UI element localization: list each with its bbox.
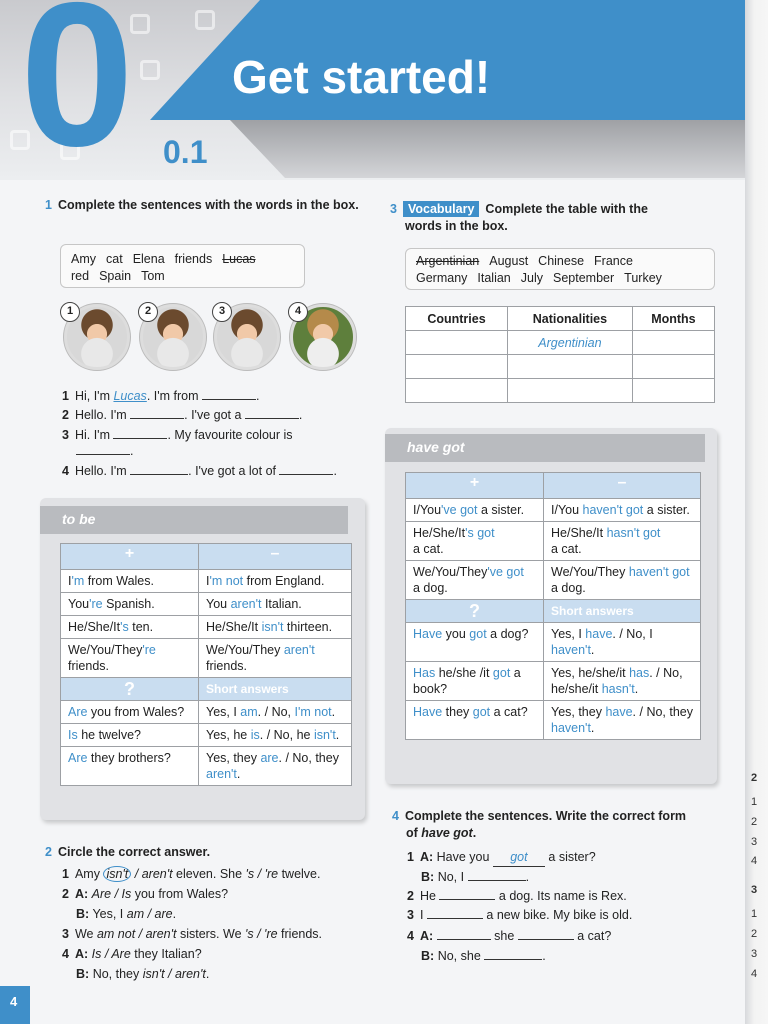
- exercise-4-item: B: No, I .: [421, 870, 530, 884]
- vocabulary-tag: Vocabulary: [403, 201, 479, 217]
- table-row: He/She/It's ten. He/She/It isn't thirteen.: [61, 616, 352, 639]
- exercise-2-item: B: Yes, I am / are.: [76, 907, 177, 921]
- answer-blank[interactable]: [468, 869, 526, 881]
- table-cell[interactable]: [632, 379, 714, 403]
- table-row: You're Spanish. You aren't Italian.: [61, 593, 352, 616]
- exercise-4-item: 3 I a new bike. My bike is old.: [407, 908, 633, 922]
- exercise-2-item: 4 A: Is / Are they Italian?: [62, 947, 202, 961]
- answer-blank[interactable]: [245, 407, 299, 419]
- decorative-square-icon: [140, 60, 160, 80]
- table-row: I'm from Wales. I'm not from England.: [61, 570, 352, 593]
- table-row: [406, 379, 715, 403]
- exercise-1-instruction: 1 Complete the sentences with the words in the box.: [45, 198, 359, 212]
- plus-header: +: [406, 473, 544, 499]
- photo-badge: 3: [212, 302, 232, 322]
- exercise-2-item: B: No, they isn't / aren't.: [76, 967, 210, 981]
- exercise-4-item: 2 He a dog. Its name is Rex.: [407, 889, 627, 903]
- word: August: [489, 254, 529, 268]
- word: Spain: [99, 269, 132, 283]
- table-row: [406, 355, 715, 379]
- exercise-4-item: 1 A: Have you got a sister?: [407, 849, 596, 867]
- lesson-number: 0.1: [163, 134, 208, 170]
- example-cell: Argentinian: [508, 331, 633, 355]
- answer-blank[interactable]: [518, 928, 574, 940]
- question-header: ?: [406, 600, 544, 623]
- word: September: [553, 271, 615, 285]
- word: Chinese: [538, 254, 585, 268]
- exercise-2-item: 2 A: Are / Is you from Wales?: [62, 887, 229, 901]
- answer-blank[interactable]: [427, 907, 483, 919]
- to-be-table: [60, 543, 352, 786]
- column-header: Countries: [406, 307, 508, 331]
- word: Tom: [141, 269, 165, 283]
- table-row: [406, 331, 715, 355]
- circled-answer: isn't: [103, 866, 131, 882]
- table-row: Is he twelve? Yes, he is. / No, he isn't.: [61, 724, 352, 747]
- word: France: [594, 254, 633, 268]
- grammar-box-to-be: [40, 498, 365, 820]
- table-row: He/She/It's got a cat. He/She/It hasn't got a cat.: [406, 522, 701, 561]
- unit-number: 0: [20, 0, 135, 189]
- word: Italian: [477, 271, 511, 285]
- table-row: Has he/she /it got a book? Yes, he/she/it has. / No, he/she/it hasn't.: [406, 662, 701, 701]
- exercise-2-item: 3 We am not / aren't sisters. We 's / 're friends.: [62, 927, 323, 941]
- exercise-3-word-box: [405, 248, 715, 290]
- have-got-table: [405, 472, 701, 740]
- word: Turkey: [624, 271, 662, 285]
- exercise-1-item: 1 Hi, I'm Lucas. I'm from .: [62, 389, 260, 403]
- short-answers-header: Short answers: [199, 678, 352, 701]
- page-number: 4: [0, 986, 30, 1024]
- table-row: We/You/They're friends. We/You/They aren't friends.: [61, 639, 352, 678]
- word-struck: Lucas: [222, 252, 256, 266]
- answer-blank[interactable]: [130, 407, 184, 419]
- answer-blank[interactable]: [113, 427, 167, 439]
- photo-badge: 1: [60, 302, 80, 322]
- exercise-1-item-cont: .: [76, 443, 133, 460]
- minus-header: –: [199, 544, 352, 570]
- next-page-edge: 2 1 2 3 4 3 1 2 3 4: [745, 0, 768, 1024]
- table-row: We/You/They've got a dog. We/You/They haven't got a dog.: [406, 561, 701, 600]
- answer-blank[interactable]: [202, 388, 256, 400]
- answer-blank[interactable]: [76, 443, 130, 455]
- exercise-1-item: 3 Hi. I'm . My favourite colour is: [62, 428, 293, 442]
- table-row: Have you got a dog? Yes, I have. / No, I haven't.: [406, 623, 701, 662]
- word: July: [520, 271, 543, 285]
- grammar-box-have-got: [385, 428, 717, 784]
- table-cell[interactable]: [632, 355, 714, 379]
- header-stripe: [230, 120, 745, 178]
- example-answer: Lucas: [113, 389, 147, 403]
- table-cell[interactable]: [632, 331, 714, 355]
- table-cell[interactable]: [508, 379, 633, 403]
- photo-badge: 4: [288, 302, 308, 322]
- exercise-3-instruction: 3 Vocabulary Complete the table with the words in the box.: [390, 202, 648, 233]
- photo-badge: 2: [138, 302, 158, 322]
- table-row: Are they brothers? Yes, they are. / No, they aren't.: [61, 747, 352, 786]
- grammar-box-title: have got: [385, 434, 705, 462]
- table-row: Have they got a cat? Yes, they have. / No, they haven't.: [406, 701, 701, 740]
- word: cat: [106, 252, 123, 266]
- table-row: Are you from Wales? Yes, I am. / No, I'm not.: [61, 701, 352, 724]
- table-cell[interactable]: [406, 331, 508, 355]
- answer-blank[interactable]: [437, 928, 491, 940]
- answer-blank[interactable]: [130, 463, 188, 475]
- column-header: Nationalities: [508, 307, 633, 331]
- exercise-2-instruction: 2 Circle the correct answer.: [45, 845, 211, 859]
- plus-header: +: [61, 544, 199, 570]
- answer-blank[interactable]: [439, 888, 495, 900]
- word: Germany: [416, 271, 468, 285]
- question-header: ?: [61, 678, 199, 701]
- page-title: Get started!: [232, 51, 491, 103]
- table-cell[interactable]: [406, 355, 508, 379]
- vocabulary-table: [405, 306, 715, 403]
- exercise-4-instruction: 4 Complete the sentences. Write the correct form of have got.: [392, 809, 687, 840]
- column-header: Months: [632, 307, 714, 331]
- word: Elena: [132, 252, 165, 266]
- exercise-1-item: 4 Hello. I'm . I've got a lot of .: [62, 464, 337, 478]
- word-struck: Argentinian: [416, 254, 480, 268]
- grammar-box-title: to be: [40, 506, 348, 534]
- answer-blank[interactable]: [279, 463, 333, 475]
- example-answer: got: [493, 849, 545, 867]
- table-cell[interactable]: [508, 355, 633, 379]
- table-row: I/You've got a sister. I/You haven't got a sister.: [406, 499, 701, 522]
- word: friends: [174, 252, 213, 266]
- minus-header: –: [544, 473, 701, 499]
- exercise-2-item: 1 Amy isn't / aren't eleven. She 's / 're twelve.: [62, 867, 321, 881]
- exercise-4-item: 4 A: she a cat?: [407, 929, 612, 943]
- exercise-4-item: B: No, she .: [421, 949, 546, 963]
- decorative-square-icon: [195, 10, 215, 30]
- answer-blank[interactable]: [484, 948, 542, 960]
- word: Amy: [71, 252, 96, 266]
- exercise-1-word-box: [60, 244, 305, 288]
- table-cell[interactable]: [406, 379, 508, 403]
- short-answers-header: Short answers: [544, 600, 701, 623]
- word: red: [71, 269, 90, 283]
- exercise-1-item: 2 Hello. I'm . I've got a .: [62, 408, 303, 422]
